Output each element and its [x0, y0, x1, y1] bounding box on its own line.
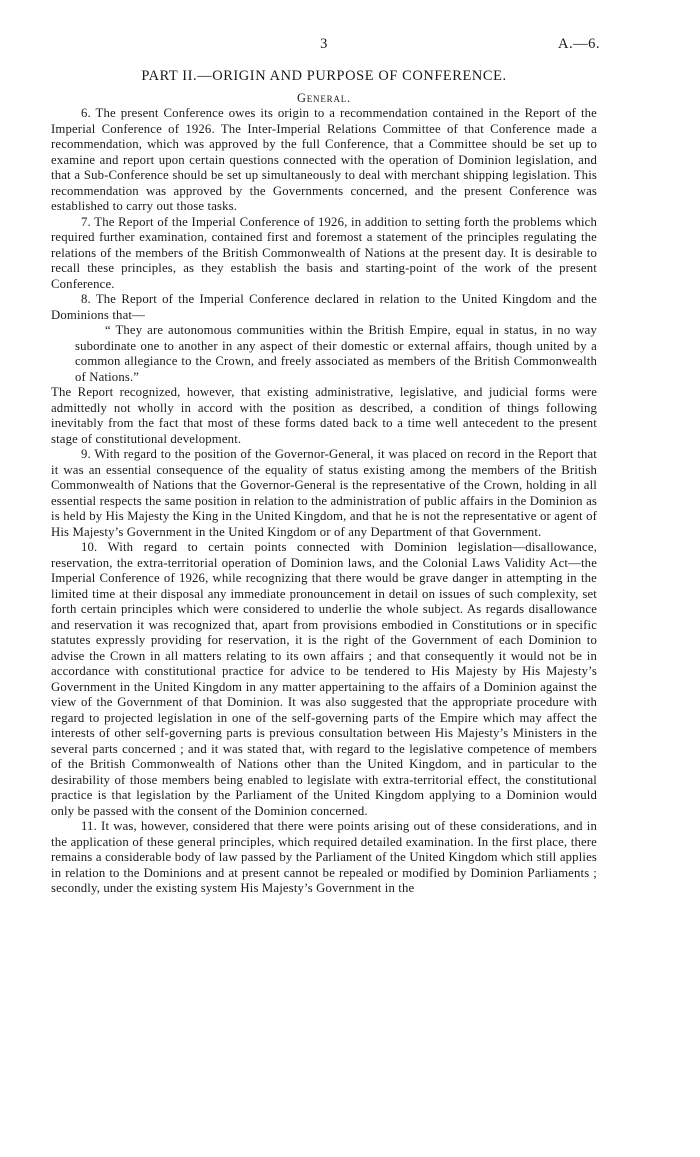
paragraph-6: 6. The present Conference owes its origin to a recommendation contained in the Report of the Imperial Conference of 1926. The Inter-Imperial Relations Committee of that Conference made a recommendation, which was approved by the full Conference, that a Committee should be set up to examine and report upon certain questions connected with the operation of Dominion legislation, and that a Sub-Conference should be set up simultaneously to deal with merchant shipping legislation. This recommendation was approved by the Governments concerned, and the present Conference was established to carry out those tasks. — [51, 106, 597, 213]
paragraph-8: 8. The Report of the Imperial Conference declared in relation to the United Kingdom and the Dominions that— — [51, 292, 597, 322]
paragraph-9: 9. With regard to the position of the Governor-General, it was placed on record in the Report that it was an essential consequence of the equality of status existing among the members of the British Commonwealth of Nations that the Governor-General is the representative of the Crown, holding in all essential respects the same position in relation to the administration of public affairs in the Dominion as is held by His Majesty the King in the United Kingdom, and that he is not the representative or agent of His Majesty’s Government in the United Kingdom or of any Department of that Government. — [51, 447, 597, 539]
paragraph-11: 11. It was, however, considered that there were points arising out of these considerations, and in the application of these general principles, which required detailed examination. In the first place, there remains a considerable body of law passed by the Parliament of the United Kingdom which still applies in relation to the Dominions and at present cannot be repealed or modified by Dominion Parliaments ; secondly, under the existing system His Majesty’s Government in the — [51, 819, 597, 895]
paragraph-7: 7. The Report of the Imperial Conference of 1926, in addition to setting forth the problems which required further examination, contained first and foremost a statement of the principles regulating the relations of the members of the British Commonwealth of Nations at the present day. It is desirable to recall these principles, as they establish the basis and starting-point of the work of the present Conference. — [51, 214, 597, 291]
block-quote: “ They are autonomous communities within the British Empire, equal in status, in no way subordinate one to another in any aspect of their domestic or external affairs, though united by a common allegiance to the Crown, and freely associated as members of the British Commonwealth of Nations.” — [75, 323, 597, 384]
section-heading: General. — [297, 91, 351, 105]
paragraph-10: 10. With regard to certain points connected with Dominion legislation—disallowance, reservation, the extra-territorial operation of Dominion laws, and the Colonial Laws Validity Act—the Imperial Conference of 1926, while recognizing that there would be grave danger in attempting in the limited time at their disposal any immediate pronouncement in detail on issues of such complexity, set forth certain principles which were considered to underlie the whole subject. As regards disallowance and reservation it was recognized that, apart from provisions embodied in Constitutions or in specific statutes expressly providing for reservation, it is the right of the Government of each Dominion to advise the Crown in all matters relating to its own affairs ; and that consequently it would not be in accordance with constitutional practice for advice to be tendered to His Majesty by His Majesty’s Government in the United Kingdom in any matter appertaining to the affairs of a Dominion against the view of the Government of that Dominion. It was also suggested that the appropriate procedure with regard to projected legislation in one of the self-governing parts of the Empire which may affect the interests of other self-governing parts is previous consultation between His Majesty’s Ministers in the several parts concerned ; and it was stated that, with regard to the legislative competence of members of the British Commonwealth of Nations other than the United Kingdom, and in particular to the desirability of those members being enabled to legislate with extra-territorial effect, the constitutional practice is that legislation by the Parliament of the United Kingdom applying to a Dominion would only be passed with the consent of the Dominion concerned. — [51, 540, 597, 818]
document-code: A.—6. — [558, 36, 600, 52]
page-number: 3 — [320, 36, 328, 52]
paragraph-8-continued: The Report recognized, however, that existing administrative, legislative, and judicial forms were admittedly not wholly in accord with the position as described, a condition of things following inevitably from the fact that most of these forms dated back to a time well antecedent to the present stage of constitutional development. — [51, 385, 597, 446]
page-header — [51, 36, 600, 58]
document-page — [51, 36, 600, 897]
part-title: PART II.—ORIGIN AND PURPOSE OF CONFERENCE. — [141, 68, 507, 84]
